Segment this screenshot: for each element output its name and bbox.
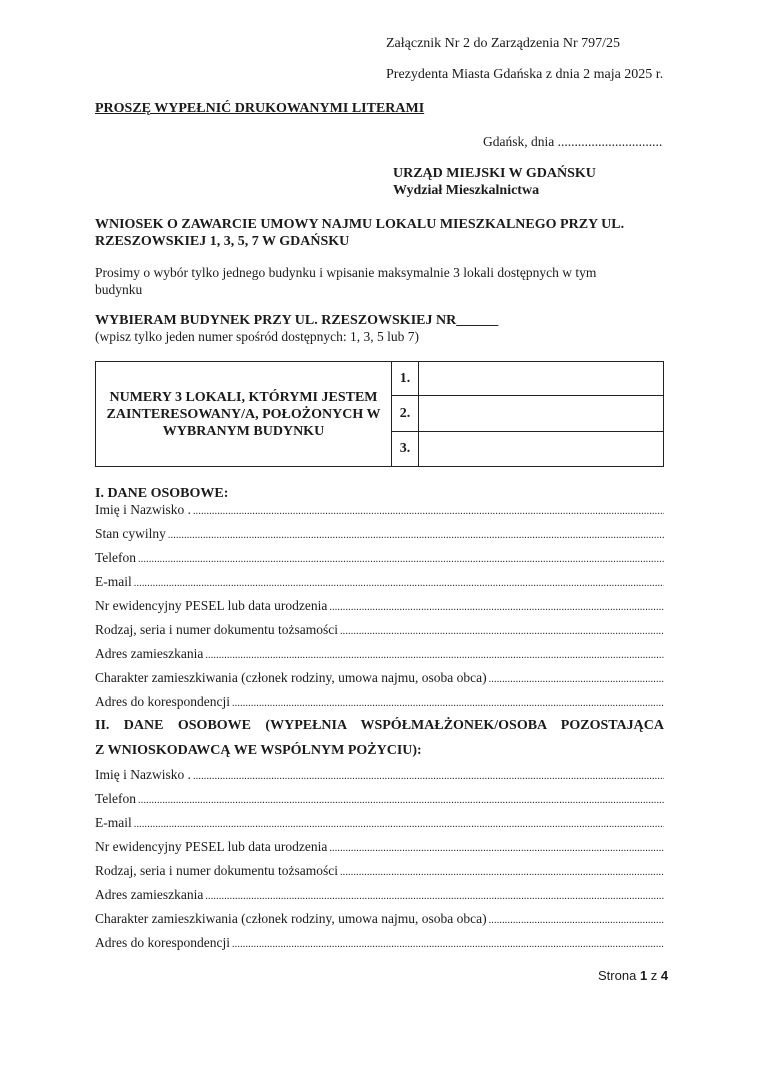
section1-heading: I. DANE OSOBOWE: (95, 486, 229, 501)
unit-row-input[interactable] (419, 432, 663, 466)
field-dotted-line[interactable] (134, 578, 664, 589)
section2-heading-line2: Z WNIOSKODAWCĄ WE WSPÓLNYM POŻYCIU): (95, 743, 422, 758)
unit-row-input[interactable] (419, 396, 663, 432)
field-label: Stan cywilny (95, 526, 166, 541)
field-label: Telefon (95, 791, 137, 806)
field-residence-address[interactable] (95, 887, 664, 903)
page-total: 4 (660, 968, 669, 983)
field-label: Adres do korespondencji (95, 935, 230, 950)
field-dotted-line[interactable] (205, 650, 664, 661)
field-label: Imię i Nazwisko . (95, 767, 191, 782)
field-label: Charakter zamieszkiwania (członek rodziny, umowa najmu, osoba obca) (95, 911, 487, 926)
field-phone[interactable] (95, 791, 664, 807)
field-email[interactable] (95, 815, 664, 831)
field-residence-address[interactable] (95, 646, 664, 662)
field-label: Rodzaj, seria i numer dokumentu tożsamości (95, 863, 338, 878)
field-correspondence-address[interactable] (95, 694, 664, 710)
building-choice-hint: (wpisz tylko jeden numer spośród dostępnych: 1, 3, 5 lub 7) (95, 329, 419, 344)
page-indicator (598, 968, 668, 983)
field-pesel[interactable] (95, 598, 664, 614)
field-residence-type[interactable] (95, 670, 664, 686)
selection-note-line2: budynku (95, 282, 143, 297)
field-dotted-line[interactable] (138, 554, 664, 565)
date-line[interactable]: Gdańsk, dnia ............................... (483, 134, 663, 149)
field-pesel[interactable] (95, 839, 664, 855)
field-dotted-line[interactable] (232, 698, 664, 709)
field-dotted-line[interactable] (138, 795, 664, 806)
units-table (95, 361, 664, 467)
field-label: Adres zamieszkania (95, 646, 204, 661)
field-label: E-mail (95, 815, 132, 830)
unit-row-number: 2. (392, 396, 419, 432)
field-label: Adres do korespondencji (95, 694, 230, 709)
field-dotted-line[interactable] (193, 506, 664, 517)
field-label: E-mail (95, 574, 132, 589)
page-prefix: Strona (598, 968, 637, 983)
field-full-name[interactable] (95, 767, 664, 783)
field-dotted-line[interactable] (168, 530, 664, 541)
document-title-line2: RZESZOWSKIEJ 1, 3, 5, 7 W GDAŃSKU (95, 234, 350, 249)
field-full-name[interactable] (95, 502, 664, 518)
addressee-department: Wydział Mieszkalnictwa (393, 183, 540, 198)
field-id-document[interactable] (95, 622, 664, 638)
field-label: Imię i Nazwisko . (95, 502, 191, 517)
field-email[interactable] (95, 574, 664, 590)
field-label: Telefon (95, 550, 137, 565)
field-dotted-line[interactable] (232, 939, 664, 950)
fill-instruction: PROSZĘ WYPEŁNIĆ DRUKOWANYMI LITERAMI (95, 101, 425, 116)
field-dotted-line[interactable] (134, 819, 664, 830)
field-dotted-line[interactable] (193, 771, 664, 782)
building-choice-label[interactable]: WYBIERAM BUDYNEK PRZY UL. RZESZOWSKIEJ NR______ (95, 313, 499, 328)
section2-heading-line1: II. DANE OSOBOWE (WYPEŁNIA WSPÓŁMAŁŻONEK/OSOBA POZOSTAJĄCA (95, 718, 664, 733)
selection-note-line1: Prosimy o wybór tylko jednego budynku i wpisanie maksymalnie 3 lokali dostępnych w tym (95, 265, 597, 280)
annex-reference-line2: Prezydenta Miasta Gdańska z dnia 2 maja 2025 r. (386, 67, 664, 82)
annex-reference-line1: Załącznik Nr 2 do Zarządzenia Nr 797/25 (386, 36, 621, 51)
field-dotted-line[interactable] (340, 626, 664, 637)
field-dotted-line[interactable] (340, 867, 664, 878)
field-dotted-line[interactable] (205, 891, 664, 902)
field-label: Nr ewidencyjny PESEL lub data urodzenia (95, 839, 328, 854)
field-label: Rodzaj, seria i numer dokumentu tożsamości (95, 622, 338, 637)
page-separator: z (650, 968, 658, 983)
units-table-header (96, 362, 392, 466)
field-correspondence-address[interactable] (95, 935, 664, 951)
addressee-office: URZĄD MIEJSKI W GDAŃSKU (393, 166, 596, 181)
field-dotted-line[interactable] (329, 602, 664, 613)
field-marital-status[interactable] (95, 526, 664, 542)
field-residence-type[interactable] (95, 911, 664, 927)
page-current: 1 (639, 968, 648, 983)
document-title-line1: WNIOSEK O ZAWARCIE UMOWY NAJMU LOKALU MIESZKALNEGO PRZY UL. (95, 217, 625, 232)
field-label: Adres zamieszkania (95, 887, 204, 902)
field-label: Charakter zamieszkiwania (członek rodziny, umowa najmu, osoba obca) (95, 670, 487, 685)
unit-row-number: 1. (392, 362, 419, 396)
units-table-header-text: NUMERY 3 LOKALI, KTÓRYMI JESTEM ZAINTERESOWANY/A, POŁOŻONYCH W WYBRANYM BUDYNKU (106, 389, 381, 439)
field-dotted-line[interactable] (489, 915, 664, 926)
field-label: Nr ewidencyjny PESEL lub data urodzenia (95, 598, 328, 613)
field-dotted-line[interactable] (489, 674, 664, 685)
field-id-document[interactable] (95, 863, 664, 879)
unit-row-number: 3. (392, 432, 419, 466)
unit-row-input[interactable] (419, 362, 663, 396)
field-phone[interactable] (95, 550, 664, 566)
field-dotted-line[interactable] (329, 843, 664, 854)
